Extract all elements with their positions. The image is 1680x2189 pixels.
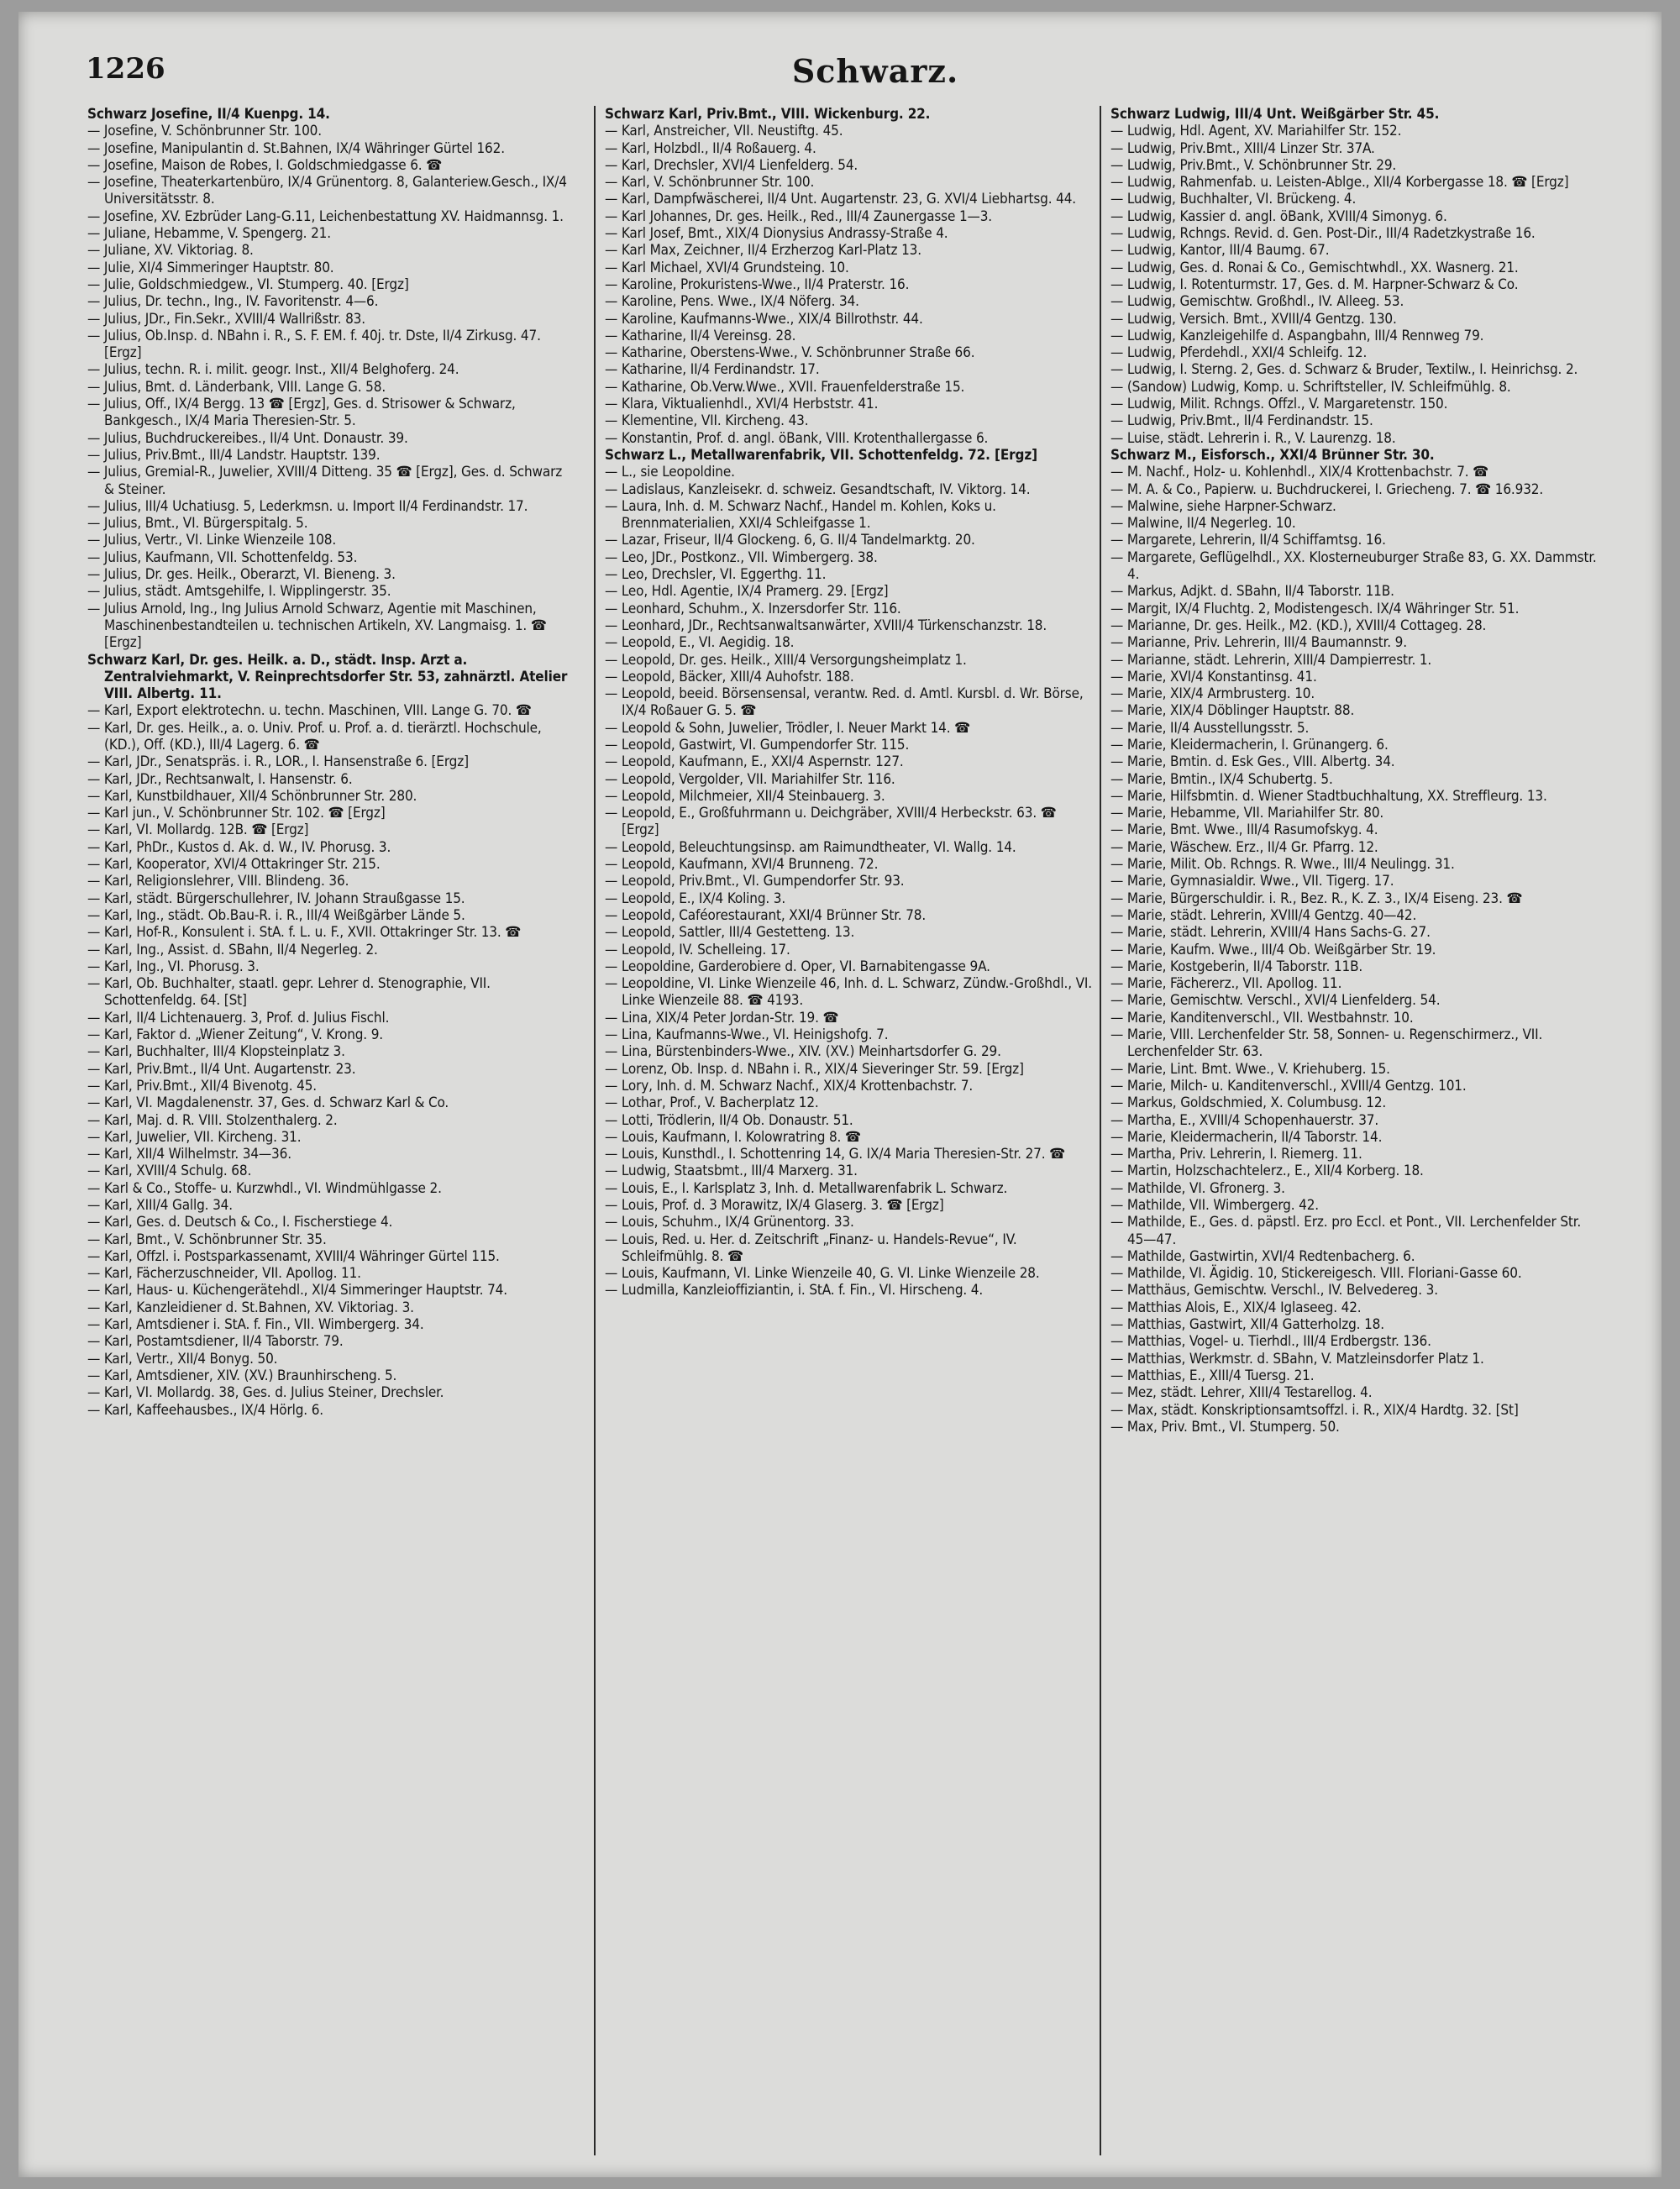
directory-entry: — Karl, Haus- u. Küchengerätehdl., XI/4 Simmeringer Hauptstr. 74. bbox=[87, 1282, 507, 1299]
directory-entry: — Josefine, Maison de Robes, I. Goldschmiedgasse 6. ☎ bbox=[87, 156, 443, 174]
directory-entry: — M. A. & Co., Papierw. u. Buchdruckerei, I. Griecheng. 7. ☎ 16.932. bbox=[1110, 480, 1544, 498]
directory-entry: — Markus, Adjkt. d. SBahn, II/4 Taborstr. 11B. bbox=[1110, 583, 1394, 601]
directory-entry: — Karl Josef, Bmt., XIX/4 Dionysius Andrassy-Straße 4. bbox=[605, 225, 948, 243]
directory-entry: — Margit, IX/4 Fluchtg. 2, Modistengesch. IX/4 Währinger Str. 51. bbox=[1110, 600, 1520, 617]
directory-entry: — Karl, Kunstbildhauer, XII/4 Schönbrunner Str. 280. bbox=[87, 787, 417, 805]
directory-entry: — Karl, Postamtsdiener, II/4 Taborstr. 79. bbox=[87, 1333, 344, 1351]
directory-entry: — Julius, Bmt. d. Länderbank, VIII. Lange G. 58. bbox=[87, 378, 386, 396]
directory-entry: — Karl, Dampfwäscherei, II/4 Unt. Augartenstr. 23, G. XVI/4 Liebhartsg. 44. bbox=[605, 191, 1076, 208]
directory-entry: — Lothar, Prof., V. Bacherplatz 12. bbox=[605, 1094, 819, 1112]
directory-entry: — Karl, Faktor d. „Wiener Zeitung“, V. Krong. 9. bbox=[87, 1026, 383, 1044]
directory-entry: — Karl, Ing., Assist. d. SBahn, II/4 Negerleg. 2. bbox=[87, 941, 378, 958]
directory-entry: — Malwine, II/4 Negerleg. 10. bbox=[1110, 515, 1296, 533]
directory-entry: — Karl, V. Schönbrunner Str. 100. bbox=[605, 174, 815, 192]
directory-entry: — Josefine, V. Schönbrunner Str. 100. bbox=[87, 123, 322, 140]
directory-entry: Schwarz Karl, Priv.Bmt., VIII. Wickenburg. 22. bbox=[605, 106, 931, 123]
directory-entry: — Karl, Ges. d. Deutsch & Co., I. Fischerstiege 4. bbox=[87, 1214, 393, 1231]
directory-entry: — Matthias, Gastwirt, XII/4 Gatterholzg. 18. bbox=[1110, 1316, 1384, 1334]
page-number: 1226 bbox=[86, 52, 165, 86]
directory-entry: — Karl Michael, XVI/4 Grundsteing. 10. bbox=[605, 259, 849, 276]
directory-entry: — Margarete, Geflügelhdl., XX. Klosterneuburger Straße 83, G. XX. Dammstr. 4. bbox=[1110, 549, 1597, 584]
directory-entry: — Marie, Hebamme, VII. Mariahilfer Str. 80. bbox=[1110, 805, 1384, 822]
directory-entry: — Ludwig, Buchhalter, VI. Brückeng. 4. bbox=[1110, 191, 1357, 208]
directory-entry: — Julius, Vertr., VI. Linke Wienzeile 108. bbox=[87, 532, 337, 549]
directory-entry: — Juliane, Hebamme, V. Spengerg. 21. bbox=[87, 225, 331, 243]
directory-entry: — Matthäus, Gemischtw. Verschl., IV. Belvedereg. 3. bbox=[1110, 1282, 1438, 1299]
running-head: Schwarz. bbox=[791, 52, 959, 90]
directory-entry: — Lina, Bürstenbinders-Wwe., XIV. (XV.) Meinhartsdorfer G. 29. bbox=[605, 1043, 1001, 1061]
directory-entry: — Marie, Fächererz., VII. Apollog. 11. bbox=[1110, 975, 1342, 993]
directory-entry: — Katharine, II/4 Ferdinandstr. 17. bbox=[605, 361, 820, 379]
directory-entry: — Leopold, Dr. ges. Heilk., XIII/4 Versorgungsheimplatz 1. bbox=[605, 651, 967, 669]
directory-entry: — Luise, städt. Lehrerin i. R., V. Laurenzg. 18. bbox=[1110, 429, 1396, 447]
directory-entry: Schwarz Karl, Dr. ges. Heilk. a. D., städt. Insp. Arzt a. Zentralviehmarkt, V. Reinprechtsdorfer Str. 53, zahnärztl. Atelier VIII. Albertg. 11. bbox=[87, 651, 568, 703]
directory-entry: — Mathilde, E., Ges. d. päpstl. Erz. pro Eccl. et Pont., VII. Lerchenfelder Str. 45—47. bbox=[1110, 1214, 1582, 1248]
directory-entry: — Leopold, E., Großfuhrmann u. Deichgräber, XVIII/4 Herbeckstr. 63. ☎ [Ergz] bbox=[605, 805, 1057, 839]
directory-entry: — Karl, Amtsdiener i. StA. f. Fin., VII. Wimbergerg. 34. bbox=[87, 1316, 424, 1334]
directory-entry: — Leopold, Milchmeier, XII/4 Steinbauerg. 3. bbox=[605, 787, 885, 805]
directory-entry: — Matthias Alois, E., XIX/4 Iglaseeg. 42. bbox=[1110, 1299, 1362, 1316]
directory-entry: — Julius, III/4 Uchatiusg. 5, Lederkmsn. u. Import II/4 Ferdinandstr. 17. bbox=[87, 497, 528, 515]
directory-entry: — L., sie Leopoldine. bbox=[605, 464, 735, 481]
directory-entry: — Karl, Fächerzuschneider, VII. Apollog. 11. bbox=[87, 1265, 361, 1283]
column-3 bbox=[1110, 106, 1598, 2155]
directory-entry: — Leopold, Kaufmann, E., XXI/4 Aspernstr. 127. bbox=[605, 753, 904, 771]
directory-entry: — Leo, Drechsler, VI. Eggerthg. 11. bbox=[605, 566, 827, 584]
directory-entry: — Ludwig, Pferdehdl., XXI/4 Schleifg. 12. bbox=[1110, 344, 1368, 362]
directory-entry: — Katharine, Oberstens-Wwe., V. Schönbrunner Straße 66. bbox=[605, 344, 975, 362]
directory-entry: — Karl, Juwelier, VII. Kircheng. 31. bbox=[87, 1128, 302, 1146]
directory-entry: — Marie, VIII. Lerchenfelder Str. 58, Sonnen- u. Regenschirmerz., VII. Lerchenfelder Str. 63. bbox=[1110, 1026, 1543, 1061]
directory-entry: — Ludwig, I. Rotenturmstr. 17, Ges. d. M. Harpner-Schwarz & Co. bbox=[1110, 276, 1519, 293]
directory-entry: — Karl, Offzl. i. Postsparkassenamt, XVIII/4 Währinger Gürtel 115. bbox=[87, 1247, 500, 1265]
directory-entry: — Karl, Maj. d. R. VIII. Stolzenthalerg. 2. bbox=[87, 1111, 338, 1129]
directory-entry: — Marie, städt. Lehrerin, XVIII/4 Gentzg. 40—42. bbox=[1110, 906, 1417, 924]
directory-entry: — Marie, XIX/4 Armbrusterg. 10. bbox=[1110, 685, 1315, 703]
directory-entry: — Marie, Bmtin. d. Esk Ges., VIII. Albertg. 34. bbox=[1110, 753, 1395, 771]
directory-entry: — Leopold, Caféorestaurant, XXI/4 Brünner Str. 78. bbox=[605, 906, 927, 924]
directory-entry: — Louis, Prof. d. 3 Morawitz, IX/4 Glaserg. 3. ☎ [Ergz] bbox=[605, 1197, 944, 1214]
directory-entry: — Leopold, E., IX/4 Koling. 3. bbox=[605, 890, 786, 907]
directory-entry: — Ludwig, Kanzleigehilfe d. Aspangbahn, III/4 Rennweg 79. bbox=[1110, 327, 1484, 344]
directory-entry: — Leopold, Priv.Bmt., VI. Gumpendorfer Str. 93. bbox=[605, 873, 905, 890]
directory-page bbox=[18, 12, 1662, 2177]
column-1 bbox=[87, 106, 575, 2155]
directory-entry: — Julius, Off., IX/4 Bergg. 13 ☎ [Ergz], Ges. d. Strisower & Schwarz, Bankgesch., IX/4 Maria Theresien-Str. 5. bbox=[87, 396, 516, 430]
page-header bbox=[86, 52, 1665, 102]
directory-entry: — Malwine, siehe Harpner-Schwarz. bbox=[1110, 497, 1336, 515]
directory-entry: — Julie, Goldschmiedgew., VI. Stumperg. 40. [Ergz] bbox=[87, 276, 409, 293]
directory-entry: — Louis, Kunsthdl., I. Schottenring 14, G. IX/4 Maria Theresien-Str. 27. ☎ bbox=[605, 1146, 1066, 1163]
directory-entry: Schwarz Josefine, II/4 Kuenpg. 14. bbox=[87, 106, 330, 123]
directory-entry: — Leopold, Beleuchtungsinsp. am Raimundtheater, VI. Wallg. 14. bbox=[605, 838, 1016, 856]
directory-entry: — Ludwig, Ges. d. Ronai & Co., Gemischtwhdl., XX. Wasnerg. 21. bbox=[1110, 259, 1519, 276]
directory-entry: — Karl, JDr., Rechtsanwalt, I. Hansenstr. 6. bbox=[87, 770, 353, 788]
directory-entry: — Karl, städt. Bürgerschullehrer, IV. Johann Straußgasse 15. bbox=[87, 890, 465, 907]
directory-entry: — Matthias, Werkmstr. d. SBahn, V. Matzleinsdorfer Platz 1. bbox=[1110, 1350, 1484, 1367]
directory-entry: — Lazar, Friseur, II/4 Glockeng. 6, G. II/4 Tandelmarktg. 20. bbox=[605, 532, 975, 549]
directory-entry: — Leonhard, JDr., Rechtsanwaltsanwärter, XVIII/4 Türkenschanzstr. 18. bbox=[605, 617, 1047, 634]
directory-entry: — Ludwig, Kantor, III/4 Baumg. 67. bbox=[1110, 242, 1330, 260]
directory-entry: Schwarz Ludwig, III/4 Unt. Weißgärber Str. 45. bbox=[1110, 106, 1440, 123]
directory-entry: — Julie, XI/4 Simmeringer Hauptstr. 80. bbox=[87, 259, 334, 276]
directory-entry: — Marie, Bmt. Wwe., III/4 Rasumofskyg. 4. bbox=[1110, 822, 1378, 839]
directory-entry: — Markus, Goldschmied, X. Columbusg. 12. bbox=[1110, 1094, 1387, 1112]
directory-entry: — M. Nachf., Holz- u. Kohlenhdl., XIX/4 Krottenbachstr. 7. ☎ bbox=[1110, 464, 1489, 481]
directory-entry: — Karl, Ing., städt. Ob.Bau-R. i. R., III/4 Weißgärber Lände 5. bbox=[87, 906, 465, 924]
directory-entry: — Karl, Drechsler, XVI/4 Lienfelderg. 54. bbox=[605, 156, 858, 174]
directory-entry: — Ludwig, Staatsbmt., III/4 Marxerg. 31. bbox=[605, 1163, 858, 1180]
directory-entry: — Konstantin, Prof. d. angl. öBank, VIII. Krotenthallergasse 6. bbox=[605, 429, 989, 447]
directory-entry: — Ludwig, Gemischtw. Großhdl., IV. Alleeg. 53. bbox=[1110, 293, 1404, 311]
directory-entry: — Mathilde, Gastwirtin, XVI/4 Redtenbacherg. 6. bbox=[1110, 1247, 1415, 1265]
directory-entry: — Karl, VI. Magdalenenstr. 37, Ges. d. Schwarz Karl & Co. bbox=[87, 1094, 449, 1112]
directory-entry: — Julius, Bmt., VI. Bürgerspitalg. 5. bbox=[87, 515, 308, 533]
directory-entry: — Karl, Vertr., XII/4 Bonyg. 50. bbox=[87, 1350, 278, 1367]
directory-entry: — Leopold, IV. Schelleing. 17. bbox=[605, 941, 790, 958]
directory-entry: — Lorenz, Ob. Insp. d. NBahn i. R., XIX/4 Sieveringer Str. 59. [Ergz] bbox=[605, 1060, 1024, 1078]
directory-entry: — Marie, Milit. Ob. Rchngs. R. Wwe., III/4 Neulingg. 31. bbox=[1110, 856, 1455, 874]
directory-entry: — Louis, Red. u. Her. d. Zeitschrift „Finanz- u. Handels-Revue“, IV. Schleifmühlg. 8. ☎ bbox=[605, 1231, 1017, 1265]
directory-entry: — Julius, Buchdruckereibes., II/4 Unt. Donaustr. 39. bbox=[87, 429, 408, 447]
directory-entry: — Louis, Schuhm., IX/4 Grünentorg. 33. bbox=[605, 1214, 854, 1231]
directory-entry: — Matthias, Vogel- u. Tierhdl., III/4 Erdbergstr. 136. bbox=[1110, 1333, 1431, 1351]
directory-entry: — Karl, Dr. ges. Heilk., a. o. Univ. Prof. u. Prof. a. d. tierärztl. Hochschule, (KD.), Off. (KD.), III/4 Lagerg. 6. ☎ bbox=[87, 719, 542, 753]
directory-entry: — Karl & Co., Stoffe- u. Kurzwhdl., VI. Windmühlgasse 2. bbox=[87, 1179, 442, 1197]
directory-entry: — Marie, II/4 Ausstellungsstr. 5. bbox=[1110, 719, 1310, 737]
directory-entry: — Karl, Anstreicher, VII. Neustiftg. 45. bbox=[605, 123, 843, 140]
directory-entry: — Karl, Priv.Bmt., II/4 Unt. Augartenstr. 23. bbox=[87, 1060, 356, 1078]
directory-entry: — Leopold, beeid. Börsensensal, verantw. Red. d. Amtl. Kursbl. d. Wr. Börse, IX/4 Roßauer G. 5. ☎ bbox=[605, 685, 1084, 720]
directory-entry: — Karl, Ob. Buchhalter, staatl. gepr. Lehrer d. Stenographie, VII. Schottenfeldg. 64. [St] bbox=[87, 975, 491, 1010]
directory-entry: — Ludwig, Milit. Rchngs. Offzl., V. Margaretenstr. 150. bbox=[1110, 396, 1448, 413]
directory-entry: — Marie, Hilfsbmtin. d. Wiener Stadtbuchhaltung, XX. Streffleurg. 13. bbox=[1110, 787, 1547, 805]
directory-entry: — Karl, Religionslehrer, VIII. Blindeng. 36. bbox=[87, 873, 349, 890]
directory-entry: — Karl, Export elektrotechn. u. techn. Maschinen, VIII. Lange G. 70. ☎ bbox=[87, 702, 532, 720]
directory-entry: — Max, Priv. Bmt., VI. Stumperg. 50. bbox=[1110, 1418, 1340, 1436]
directory-entry: — Katharine, II/4 Vereinsg. 28. bbox=[605, 327, 796, 344]
directory-entry: — Marie, Gemischtw. Verschl., XVI/4 Lienfelderg. 54. bbox=[1110, 992, 1441, 1010]
directory-entry: — Marie, Bürgerschuldir. i. R., Bez. R., K. Z. 3., IX/4 Eiseng. 23. ☎ bbox=[1110, 890, 1523, 907]
directory-entry: — Juliane, XV. Viktoriag. 8. bbox=[87, 242, 254, 260]
directory-entry: — Marianne, Priv. Lehrerin, III/4 Baumannstr. 9. bbox=[1110, 634, 1407, 652]
directory-entry: — Julius Arnold, Ing., Ing Julius Arnold Schwarz, Agentie mit Maschinen, Maschinenbestandteilen u. technischen Artikeln, XV. Langmaisg. 1. ☎ [Ergz] bbox=[87, 600, 547, 652]
directory-entry: Schwarz M., Eisforsch., XXI/4 Brünner Str. 30. bbox=[1110, 446, 1435, 464]
directory-entry: — Lory, Inh. d. M. Schwarz Nachf., XIX/4 Krottenbachstr. 7. bbox=[605, 1077, 974, 1094]
directory-entry: — Leo, JDr., Postkonz., VII. Wimbergerg. 38. bbox=[605, 549, 878, 566]
directory-entry: — Julius, JDr., Fin.Sekr., XVIII/4 Wallrißstr. 83. bbox=[87, 310, 365, 328]
directory-entry: — Louis, E., I. Karlsplatz 3, Inh. d. Metallwarenfabrik L. Schwarz. bbox=[605, 1179, 1008, 1197]
directory-entry: — Marie, Kleidermacherin, II/4 Taborstr. 14. bbox=[1110, 1128, 1383, 1146]
directory-entry: — Karl Max, Zeichner, II/4 Erzherzog Karl-Platz 13. bbox=[605, 242, 921, 260]
directory-entry: — Ludmilla, Kanzleioffiziantin, i. StA. f. Fin., VI. Hirscheng. 4. bbox=[605, 1282, 984, 1299]
directory-entry: — Ludwig, Priv.Bmt., XIII/4 Linzer Str. 37A. bbox=[1110, 139, 1375, 157]
column-rule bbox=[1100, 106, 1101, 2155]
directory-entry: — Marie, städt. Lehrerin, XVIII/4 Hans Sachs-G. 27. bbox=[1110, 924, 1431, 942]
directory-entry: — Marie, XVI/4 Konstantinsg. 41. bbox=[1110, 668, 1317, 685]
directory-entry: — Lotti, Trödlerin, II/4 Ob. Donaustr. 51. bbox=[605, 1111, 853, 1129]
directory-entry: — Marie, Kanditenverschl., VII. Westbahnstr. 10. bbox=[1110, 1009, 1414, 1026]
directory-entry: — Karl, Bmt., V. Schönbrunner Str. 35. bbox=[87, 1231, 327, 1248]
directory-entry: — Julius, städt. Amtsgehilfe, I. Wipplingerstr. 35. bbox=[87, 583, 391, 601]
directory-entry: — Karoline, Pens. Wwe., IX/4 Nöferg. 34. bbox=[605, 293, 859, 311]
column-rule bbox=[594, 106, 596, 2155]
directory-entry: — Karl, II/4 Lichtenauerg. 3, Prof. d. Julius Fischl. bbox=[87, 1009, 390, 1026]
directory-entry: — Marie, Kaufm. Wwe., III/4 Ob. Weißgärber Str. 19. bbox=[1110, 941, 1436, 958]
directory-entry: — Leo, Hdl. Agentie, IX/4 Pramerg. 29. [Ergz] bbox=[605, 583, 889, 601]
directory-entry: — Ludwig, Kassier d. angl. öBank, XVIII/4 Simonyg. 6. bbox=[1110, 207, 1447, 225]
directory-entry: — Louis, Kaufmann, VI. Linke Wienzeile 40, G. VI. Linke Wienzeile 28. bbox=[605, 1265, 1040, 1283]
directory-entry: — Mathilde, VII. Wimbergerg. 42. bbox=[1110, 1197, 1319, 1214]
directory-entry: Schwarz L., Metallwarenfabrik, VII. Schottenfeldg. 72. [Ergz] bbox=[605, 446, 1037, 464]
directory-entry: — Margarete, Lehrerin, II/4 Schiffamtsg. 16. bbox=[1110, 532, 1386, 549]
directory-entry: — Ludwig, Hdl. Agent, XV. Mariahilfer Str. 152. bbox=[1110, 123, 1402, 140]
directory-entry: — Ludwig, I. Sterng. 2, Ges. d. Schwarz & Bruder, Textilw., I. Heinrichsg. 2. bbox=[1110, 361, 1578, 379]
directory-entry: — Karl, Hof-R., Konsulent i. StA. f. L. u. F., XVII. Ottakringer Str. 13. ☎ bbox=[87, 924, 522, 942]
directory-entry: — Ladislaus, Kanzleisekr. d. schweiz. Gesandtschaft, IV. Viktorg. 14. bbox=[605, 480, 1031, 498]
directory-entry: — Lina, XIX/4 Peter Jordan-Str. 19. ☎ bbox=[605, 1009, 839, 1026]
directory-entry: — Leopold, E., VI. Aegidig. 18. bbox=[605, 634, 795, 652]
directory-entry: — Mathilde, VI. Ägidig. 10, Stickereigesch. VIII. Floriani-Gasse 60. bbox=[1110, 1265, 1522, 1283]
directory-entry: — Karoline, Kaufmanns-Wwe., XIX/4 Billrothstr. 44. bbox=[605, 310, 923, 328]
directory-entry: — Karl, JDr., Senatspräs. i. R., LOR., I. Hansenstraße 6. [Ergz] bbox=[87, 753, 469, 771]
directory-entry: — Max, städt. Konskriptionsamtsoffzl. i. R., XIX/4 Hardtg. 32. [St] bbox=[1110, 1401, 1519, 1419]
directory-entry: — Ludwig, Priv.Bmt., II/4 Ferdinandstr. 15. bbox=[1110, 412, 1373, 430]
directory-entry: — Leopoldine, Garderobiere d. Oper, VI. Barnabitengasse 9A. bbox=[605, 958, 990, 975]
directory-entry: — Leopold, Bäcker, XIII/4 Auhofstr. 188. bbox=[605, 668, 854, 685]
directory-entry: — Karl, XII/4 Wilhelmstr. 34—36. bbox=[87, 1146, 291, 1163]
directory-entry: — Josefine, Theaterkartenbüro, IX/4 Grünentorg. 8, Galanteriew.Gesch., IX/4 Universitätsstr. 8. bbox=[87, 174, 567, 208]
directory-entry: — Klara, Viktualienhdl., XVI/4 Herbststr. 41. bbox=[605, 396, 879, 413]
directory-entry: — Martha, Priv. Lehrerin, I. Riemerg. 11. bbox=[1110, 1146, 1362, 1163]
directory-entry: — Leopold, Gastwirt, VI. Gumpendorfer Str. 115. bbox=[605, 736, 910, 753]
directory-entry: — Leonhard, Schuhm., X. Inzersdorfer Str. 116. bbox=[605, 600, 901, 617]
directory-entry: — Marianne, Dr. ges. Heilk., M2. (KD.), XVIII/4 Cottageg. 28. bbox=[1110, 617, 1487, 634]
directory-entry: — Karl, Kaffeehausbes., IX/4 Hörlg. 6. bbox=[87, 1401, 324, 1419]
directory-entry: — Karl, XIII/4 Gallg. 34. bbox=[87, 1197, 233, 1214]
directory-entry: — Leopoldine, VI. Linke Wienzeile 46, Inh. d. L. Schwarz, Zündw.-Großhdl., VI. Linke Wienzeile 88. ☎ 4193. bbox=[605, 975, 1092, 1010]
directory-entry: — Karl, XVIII/4 Schulg. 68. bbox=[87, 1163, 252, 1180]
directory-entry: — Leopold, Kaufmann, XVI/4 Brunneng. 72. bbox=[605, 856, 879, 874]
directory-entry: — Klementine, VII. Kircheng. 43. bbox=[605, 412, 809, 430]
directory-entry: — Marie, Kleidermacherin, I. Grünangerg. 6. bbox=[1110, 736, 1389, 753]
directory-entry: — Leopold, Sattler, III/4 Gestetteng. 13. bbox=[605, 924, 855, 942]
column-2 bbox=[605, 106, 1092, 2155]
directory-entry: — Laura, Inh. d. M. Schwarz Nachf., Handel m. Kohlen, Koks u. Brennmaterialien, XXI/4 Schleifgasse 1. bbox=[605, 497, 996, 533]
directory-entry: — Marie, Gymnasialdir. Wwe., VII. Tigerg. 17. bbox=[1110, 873, 1394, 890]
directory-entry: — Julius, Gremial-R., Juwelier, XVIII/4 Ditteng. 35 ☎ [Ergz], Ges. d. Schwarz & Steiner. bbox=[87, 464, 563, 498]
directory-entry: — Karl, Buchhalter, III/4 Klopsteinplatz 3. bbox=[87, 1043, 345, 1061]
directory-entry: — Marie, XIX/4 Döblinger Hauptstr. 88. bbox=[1110, 702, 1355, 720]
directory-entry: — Karl, PhDr., Kustos d. Ak. d. W., IV. Phorusg. 3. bbox=[87, 838, 391, 856]
directory-entry: — Karl, VI. Mollardg. 38, Ges. d. Julius Steiner, Drechsler. bbox=[87, 1384, 444, 1402]
directory-entry: — Louis, Kaufmann, I. Kolowratring 8. ☎ bbox=[605, 1128, 861, 1146]
directory-entry: — Julius, Ob.Insp. d. NBahn i. R., S. F. EM. f. 40j. tr. Dste, II/4 Zirkusg. 47. [Ergz] bbox=[87, 327, 541, 362]
directory-entry: — Julius, techn. R. i. milit. geogr. Inst., XII/4 Belghoferg. 24. bbox=[87, 361, 459, 379]
directory-entry: — Karl, VI. Mollardg. 12B. ☎ [Ergz] bbox=[87, 822, 309, 839]
directory-entry: — Martin, Holzschachtelerz., E., XII/4 Korberg. 18. bbox=[1110, 1163, 1424, 1180]
directory-entry: — Karl jun., V. Schönbrunner Str. 102. ☎ [Ergz] bbox=[87, 805, 386, 822]
directory-entry: — Ludwig, Priv.Bmt., V. Schönbrunner Str. 29. bbox=[1110, 156, 1397, 174]
directory-entry: — Karl, Priv.Bmt., XII/4 Bivenotg. 45. bbox=[87, 1077, 318, 1094]
directory-entry: — Julius, Dr. ges. Heilk., Oberarzt, VI. Bieneng. 3. bbox=[87, 566, 396, 584]
directory-entry: — Marie, Milch- u. Kanditenverschl., XVIII/4 Gentzg. 101. bbox=[1110, 1077, 1467, 1094]
directory-entry: — Ludwig, Rchngs. Revid. d. Gen. Post-Dir., III/4 Radetzkystraße 16. bbox=[1110, 225, 1536, 243]
directory-entry: — Ludwig, Versich. Bmt., XVIII/4 Gentzg. 130. bbox=[1110, 310, 1397, 328]
directory-entry: — Mathilde, VI. Gfronerg. 3. bbox=[1110, 1179, 1285, 1197]
directory-entry: — Josefine, Manipulantin d. St.Bahnen, IX/4 Währinger Gürtel 162. bbox=[87, 139, 505, 157]
directory-entry: — Karl, Ing., VI. Phorusg. 3. bbox=[87, 958, 260, 975]
directory-entry: — Katharine, Ob.Verw.Wwe., XVII. Frauenfelderstraße 15. bbox=[605, 378, 965, 396]
directory-entry: — Karl Johannes, Dr. ges. Heilk., Red., III/4 Zaunergasse 1—3. bbox=[605, 207, 992, 225]
directory-entry: — Karl, Amtsdiener, XIV. (XV.) Braunhirscheng. 5. bbox=[87, 1367, 397, 1384]
directory-entry: — Ludwig, Rahmenfab. u. Leisten-Ablge., XII/4 Korbergasse 18. ☎ [Ergz] bbox=[1110, 174, 1569, 192]
directory-entry: — Mez, städt. Lehrer, XIII/4 Testarellog. 4. bbox=[1110, 1384, 1373, 1402]
directory-entry: — Matthias, E., XIII/4 Tuersg. 21. bbox=[1110, 1367, 1315, 1384]
directory-entry: — Julius, Priv.Bmt., III/4 Landstr. Hauptstr. 139. bbox=[87, 446, 381, 464]
directory-entry: — Marie, Wäschew. Erz., II/4 Gr. Pfarrg. 12. bbox=[1110, 838, 1378, 856]
directory-entry: — Martha, E., XVIII/4 Schopenhauerstr. 37. bbox=[1110, 1111, 1379, 1129]
directory-entry: — Marianne, städt. Lehrerin, XIII/4 Dampierrestr. 1. bbox=[1110, 651, 1432, 669]
directory-entry: — Marie, Lint. Bmt. Wwe., V. Kriehuberg. 15. bbox=[1110, 1060, 1390, 1078]
directory-entry: — Leopold, Vergolder, VII. Mariahilfer Str. 116. bbox=[605, 770, 895, 788]
directory-entry: — Leopold & Sohn, Juwelier, Trödler, I. Neuer Markt 14. ☎ bbox=[605, 719, 971, 737]
directory-entry: — Karl, Holzbdl., II/4 Roßauerg. 4. bbox=[605, 139, 816, 157]
directory-entry: — Karl, Kooperator, XVI/4 Ottakringer Str. 215. bbox=[87, 856, 381, 874]
directory-entry: — Marie, Kostgeberin, II/4 Taborstr. 11B. bbox=[1110, 958, 1363, 975]
directory-entry: — Lina, Kaufmanns-Wwe., VI. Heinigshofg. 7. bbox=[605, 1026, 889, 1044]
directory-entry: — Karoline, Prokuristens-Wwe., II/4 Praterstr. 16. bbox=[605, 276, 910, 293]
directory-entry: — Julius, Dr. techn., Ing., IV. Favoritenstr. 4—6. bbox=[87, 293, 379, 311]
directory-entry: — Josefine, XV. Ezbrüder Lang-G.11, Leichenbestattung XV. Haidmannsg. 1. bbox=[87, 207, 564, 225]
directory-entry: — Julius, Kaufmann, VII. Schottenfeldg. 53. bbox=[87, 549, 358, 566]
directory-entry: — (Sandow) Ludwig, Komp. u. Schriftsteller, IV. Schleifmühlg. 8. bbox=[1110, 378, 1511, 396]
directory-entry: — Karl, Kanzleidiener d. St.Bahnen, XV. Viktoriag. 3. bbox=[87, 1299, 414, 1316]
directory-entry: — Marie, Bmtin., IX/4 Schubertg. 5. bbox=[1110, 770, 1333, 788]
